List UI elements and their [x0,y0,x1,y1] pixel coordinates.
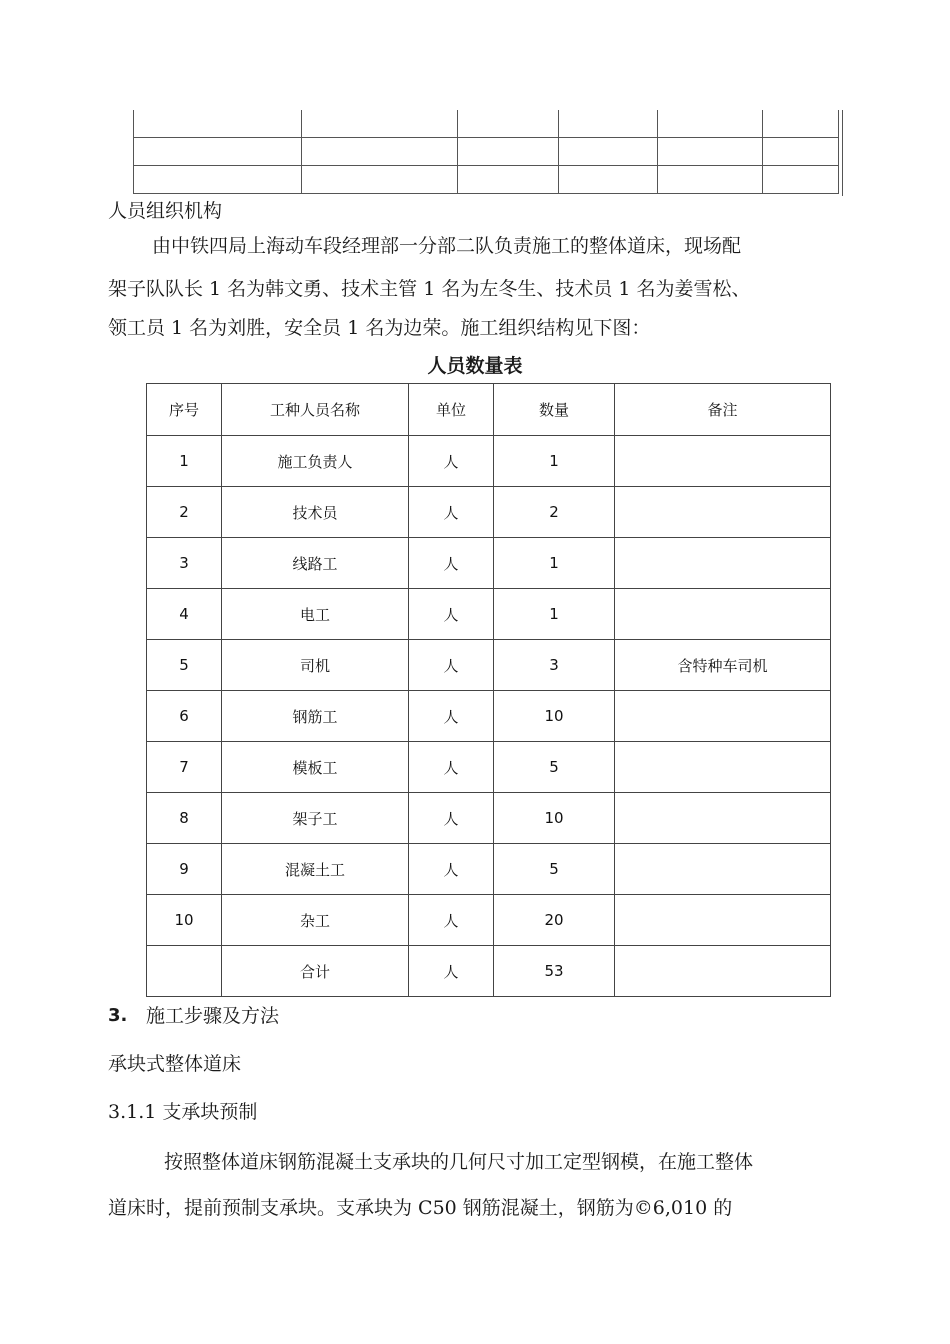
cell-remark [615,793,831,844]
cell-remark [615,436,831,487]
table-row [134,110,839,138]
previous-table-fragment [133,110,839,194]
cell-index: 10 [147,895,222,946]
subsub-heading: 3.1.1 支承块预制 [108,1101,258,1123]
table-row [147,793,831,844]
table-header-row [147,384,831,436]
cell-unit: 人 [409,844,494,895]
cell-job-name: 模板工 [222,742,409,793]
table-total-row [147,946,831,997]
cell-count: 2 [494,487,615,538]
cell-job-name: 架子工 [222,793,409,844]
cell-remark [615,487,831,538]
table-row [147,538,831,589]
cell-job-name: 司机 [222,640,409,691]
org-heading: 人员组织机构 [108,200,223,222]
cell-unit: 人 [409,589,494,640]
cell-unit: 人 [409,640,494,691]
table-row [147,436,831,487]
cell-remark [615,895,831,946]
cell-count: 5 [494,844,615,895]
org-paragraph-line-1: 由中铁四局上海动车段经理部一分部二队负责施工的整体道床，现场配 [152,235,742,257]
cell-unit: 人 [409,487,494,538]
cell-remark [615,946,831,997]
table-row [134,138,839,166]
header-count: 数量 [494,384,615,436]
cell-index: 8 [147,793,222,844]
cell-job-name: 合计 [222,946,409,997]
cell-remark: 含特种车司机 [615,640,831,691]
cell-index: 3 [147,538,222,589]
cell-job-name: 线路工 [222,538,409,589]
table-row [134,166,839,194]
cell-unit: 人 [409,538,494,589]
cell-unit: 人 [409,895,494,946]
cell-index: 2 [147,487,222,538]
cell-count: 20 [494,895,615,946]
section-number: 3. [108,1005,128,1026]
cell-count: 1 [494,538,615,589]
cell-unit: 人 [409,793,494,844]
cell-count: 5 [494,742,615,793]
cell-unit: 人 [409,742,494,793]
cell-count: 10 [494,691,615,742]
cell-job-name: 钢筋工 [222,691,409,742]
cell-index: 5 [147,640,222,691]
org-paragraph-line-3: 领工员 1 名为刘胜，安全员 1 名为边荣。施工组织结构见下图： [108,317,651,339]
cell-unit: 人 [409,436,494,487]
table-row [147,589,831,640]
sub-heading: 承块式整体道床 [108,1053,242,1075]
table-row [147,844,831,895]
cell-count: 1 [494,589,615,640]
table-row [147,895,831,946]
cell-remark [615,538,831,589]
cell-count: 1 [494,436,615,487]
cell-index: 1 [147,436,222,487]
org-paragraph-line-2: 架子队队长 1 名为韩文勇、技术主管 1 名为左冬生、技术员 1 名为姜雪松、 [108,278,751,300]
section-paragraph-line-1: 按照整体道床钢筋混凝土支承块的几何尺寸加工定型钢模，在施工整体 [164,1151,754,1173]
table-row [147,487,831,538]
header-job-name: 工种人员名称 [222,384,409,436]
cell-remark [615,742,831,793]
staff-count-table [146,383,831,997]
cell-index: 6 [147,691,222,742]
cell-index [147,946,222,997]
section-title: 施工步骤及方法 [146,1005,280,1027]
cell-remark [615,844,831,895]
cell-count: 10 [494,793,615,844]
table-title: 人员数量表 [427,355,523,377]
table-row [147,742,831,793]
table-outer-border [842,110,843,196]
cell-remark [615,589,831,640]
cell-unit: 人 [409,946,494,997]
cell-count: 53 [494,946,615,997]
header-unit: 单位 [409,384,494,436]
cell-count: 3 [494,640,615,691]
cell-job-name: 混凝土工 [222,844,409,895]
cell-remark [615,691,831,742]
cell-job-name: 电工 [222,589,409,640]
cell-unit: 人 [409,691,494,742]
table-row [147,640,831,691]
cell-job-name: 施工负责人 [222,436,409,487]
header-remark: 备注 [615,384,831,436]
cell-job-name: 技术员 [222,487,409,538]
table-row [147,691,831,742]
cell-index: 7 [147,742,222,793]
section-paragraph-line-2: 道床时，提前预制支承块。支承块为 C50 钢筋混凝土，钢筋为©6,010 的 [108,1197,733,1219]
cell-job-name: 杂工 [222,895,409,946]
header-index: 序号 [147,384,222,436]
cell-index: 9 [147,844,222,895]
cell-index: 4 [147,589,222,640]
